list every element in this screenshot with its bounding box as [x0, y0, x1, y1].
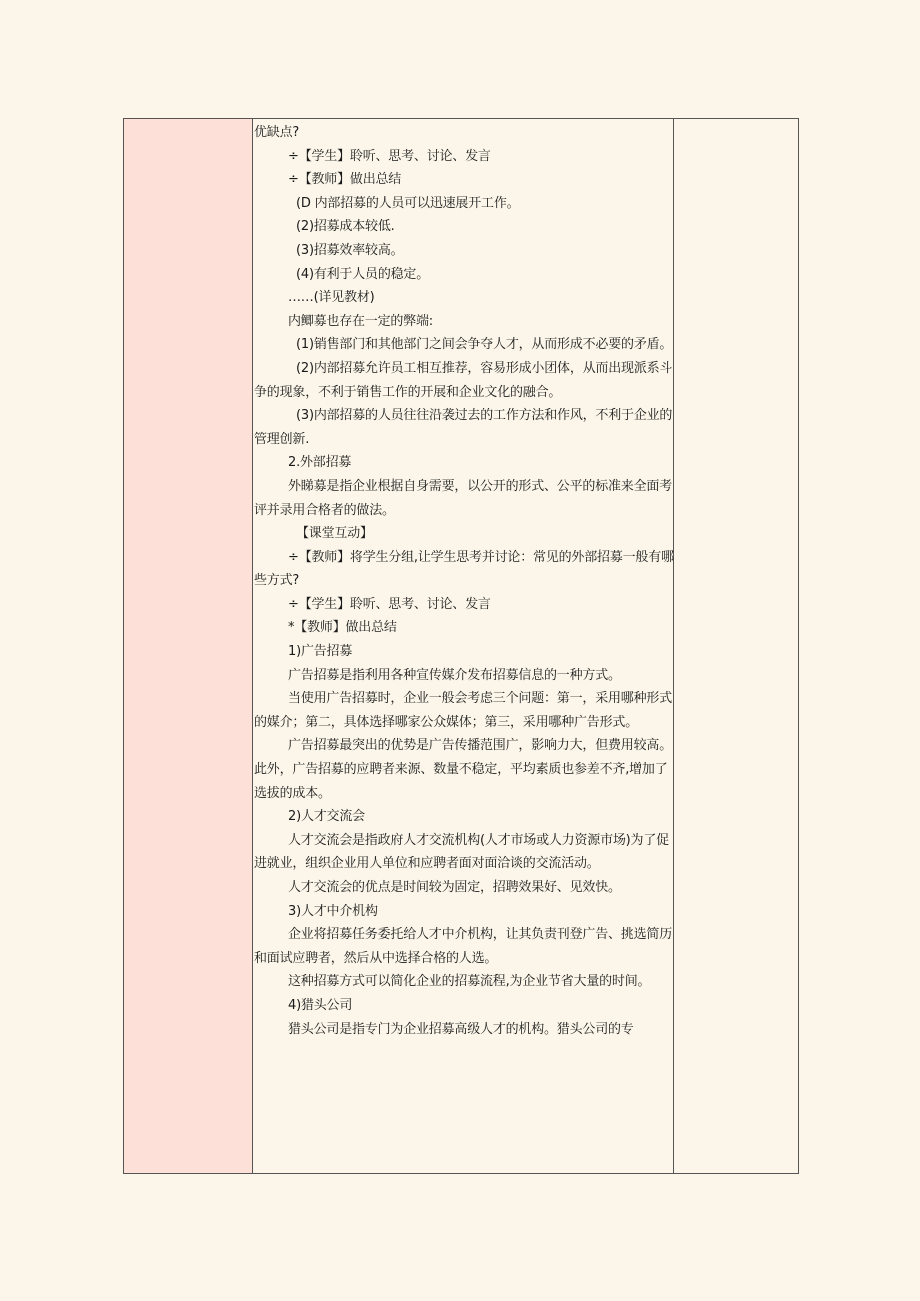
text-line: 这种招募方式可以简化企业的招募流程,为企业节省大量的时间。: [288, 974, 651, 990]
text-line: 1)广告招募: [288, 644, 353, 660]
text-line: (D 内部招募的人员可以迅速展开工作。: [296, 195, 520, 211]
text-line: 当使用广告招募时，企业一般会考虑三个问题：第一，采用哪种形式的媒介；第二，具体选择哪家公众媒体；第三，采用哪种广告形式。: [254, 691, 673, 730]
text-line: 【课堂互动】: [296, 526, 373, 542]
text-line: 广告招募最突出的优势是广告传播范围广，影响力大，但费用较高。此外，广告招募的应聘者来源、数量不稳定，平均素质也参差不齐,增加了选拔的成本。: [254, 738, 673, 801]
text-line: ÷【学生】聆听、思考、讨论、发言: [288, 596, 491, 612]
text-line: (2)内部招募允许员工相互推荐，容易形成小团体，从而出现派系斗争的现象，不利于销售工作的开展和企业文化的融合。: [254, 360, 673, 400]
left-column-cell: [124, 119, 253, 1173]
lesson-table: [123, 118, 799, 1174]
text-line: 猎头公司是指专门为企业招募高级人才的机构。猎头公司的专: [288, 1021, 634, 1037]
text-line: (4)有利于人员的稳定。: [296, 266, 430, 282]
text-line: (1)销售部门和其他部门之间会争夺人才，从而形成不必要的矛盾。: [296, 337, 673, 353]
text-line: 2)人才交流会: [288, 809, 365, 825]
text-line: (2)招募成本较低.: [296, 219, 395, 235]
text-line: ÷【学生】聆听、思考、讨论、发言: [288, 148, 491, 164]
text-line: 2.外部招募: [288, 455, 352, 471]
text-line: 人才交流会的优点是时间较为固定，招聘效果好、见效快。: [288, 880, 621, 895]
text-line: 广告招募是指利用各种宣传媒介发布招募信息的一种方式。: [288, 667, 621, 683]
text-line: (3)招募效率较高。: [296, 242, 404, 258]
text-line: ÷【教师】将学生分组,让学生思考并讨论：常见的外部招募一般有哪些方式?: [254, 549, 674, 589]
text-line: 3)人才中介机构: [288, 903, 378, 919]
right-column-cell: [673, 119, 798, 1173]
text-line: 人才交流会是指政府人才交流机构(人才市场或人力资源市场)为了促进就业，组织企业用人单位和应聘者面对面洽谈的交流活动。: [254, 832, 669, 872]
text-line: 企业将招募任务委托给人才中介机构，让其负责刊登广告、挑选简历和面试应聘者，然后从中选择合格的人选。: [254, 927, 673, 966]
text-line: 外睇募是指企业根据自身需要，以公开的形式、公平的标准来全面考评并录用合格者的做法。: [254, 478, 673, 518]
text-line: 优缺点?: [254, 125, 300, 140]
content-cell: [254, 121, 675, 1041]
text-line: 内鲫募也存在一定的弊端:: [288, 313, 433, 329]
text-line: (3)内部招募的人员往往沿袭过去的工作方法和作风，不利于企业的管理创新.: [254, 408, 673, 447]
text-line: ÷【教师】做出总结: [288, 172, 402, 188]
text-line: 4)猎头公司: [288, 997, 353, 1013]
text-line: *【教师】做出总结: [288, 620, 397, 636]
text-line: ……(详见教材): [288, 290, 375, 306]
